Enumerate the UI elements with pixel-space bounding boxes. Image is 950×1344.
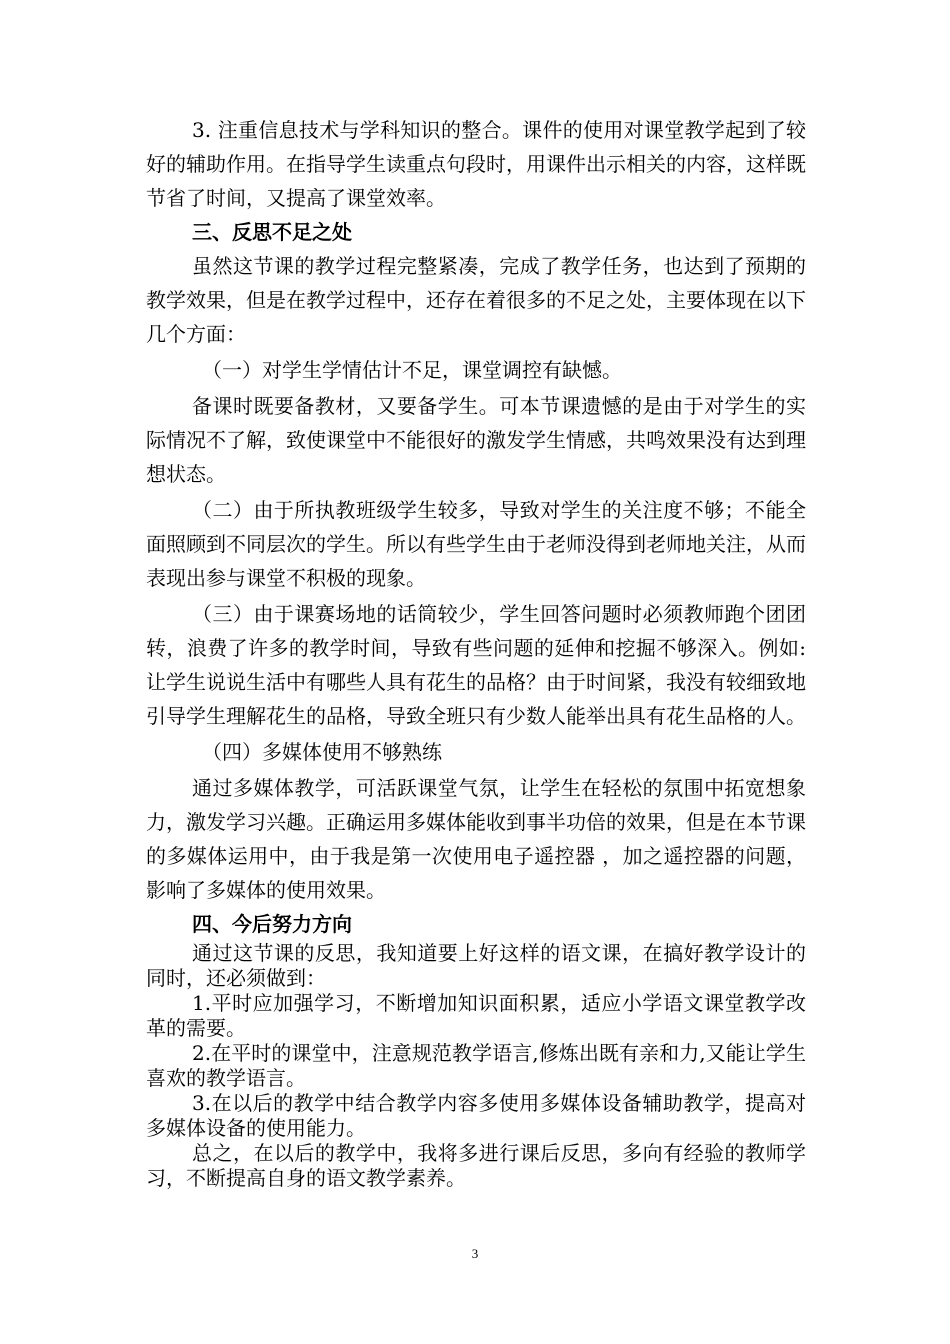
paragraph-sub-3: （三）由于课赛场地的话筒较少，学生回答问题时必须教师跑个团团转，浪费了许多的教学时间，导致有些问题的延伸和挖掘不够深入。例如:让学生说说生活中有哪些人具有花生的品格？由于时间紧，我没有较细致地引导学生理解花生的品格，导致全班只有少数人能举出具有花生品格的人。 <box>146 602 806 728</box>
list-item-future-3: 3.在以后的教学中结合教学内容多使用多媒体设备辅助教学，提高对多媒体设备的使用能力。 <box>146 1091 806 1140</box>
paragraph-future-intro: 通过这节课的反思，我知道要上好这样的语文课，在搞好教学设计的同时，还必须做到： <box>146 941 806 990</box>
paragraph-sub-4: 通过多媒体教学，可活跃课堂气氛，让学生在轻松的氛围中拓宽想象力，激发学习兴趣。正确运用多媒体能收到事半功倍的效果，但是在本节课的多媒体运用中，由于我是第一次使用电子遥控器 ，加之遥控器的问题，影响了多媒体的使用效果。 <box>146 776 806 902</box>
page-number: 3 <box>471 1246 479 1261</box>
paragraph-intro: 虽然这节课的教学过程完整紧凑，完成了教学任务，也达到了预期的教学效果，但是在教学过程中，还存在着很多的不足之处，主要体现在以下几个方面： <box>146 254 806 346</box>
subheading-1: （一）对学生学情估计不足，课堂调控有缺憾。 <box>202 358 622 382</box>
subheading-4: （四）多媒体使用不够熟练 <box>202 740 442 764</box>
section-heading-3: 三、反思不足之处 <box>192 220 352 244</box>
paragraph-conclusion: 总之，在以后的教学中，我将多进行课后反思，多向有经验的教师学习，不断提高自身的语文教学素养。 <box>146 1141 806 1190</box>
list-item-future-1: 1.平时应加强学习，不断增加知识面积累，适应小学语文课堂教学改革的需要。 <box>146 991 806 1040</box>
paragraph-sub-1: 备课时既要备教材，又要备学生。可本节课遗憾的是由于对学生的实际情况不了解，致使课堂中不能很好的激发学生情感，共鸣效果没有达到理想状态。 <box>146 394 806 486</box>
paragraph-sub-2: （二）由于所执教班级学生较多，导致对学生的关注度不够；不能全面照顾到不同层次的学生。所以有些学生由于老师没得到老师地关注，从而表现出参与课堂不积极的现象。 <box>146 498 806 590</box>
paragraph-point-3: 3. 注重信息技术与学科知识的整合。课件的使用对课堂教学起到了较好的辅助作用。在指导学生读重点句段时，用课件出示相关的内容，这样既节省了时间，又提高了课堂效率。 <box>146 118 806 210</box>
section-heading-4: 四、今后努力方向 <box>192 912 352 936</box>
list-item-future-2: 2.在平时的课堂中，注意规范教学语言,修炼出既有亲和力,又能让学生喜欢的教学语言。 <box>146 1041 806 1090</box>
page-body <box>146 113 806 1191</box>
